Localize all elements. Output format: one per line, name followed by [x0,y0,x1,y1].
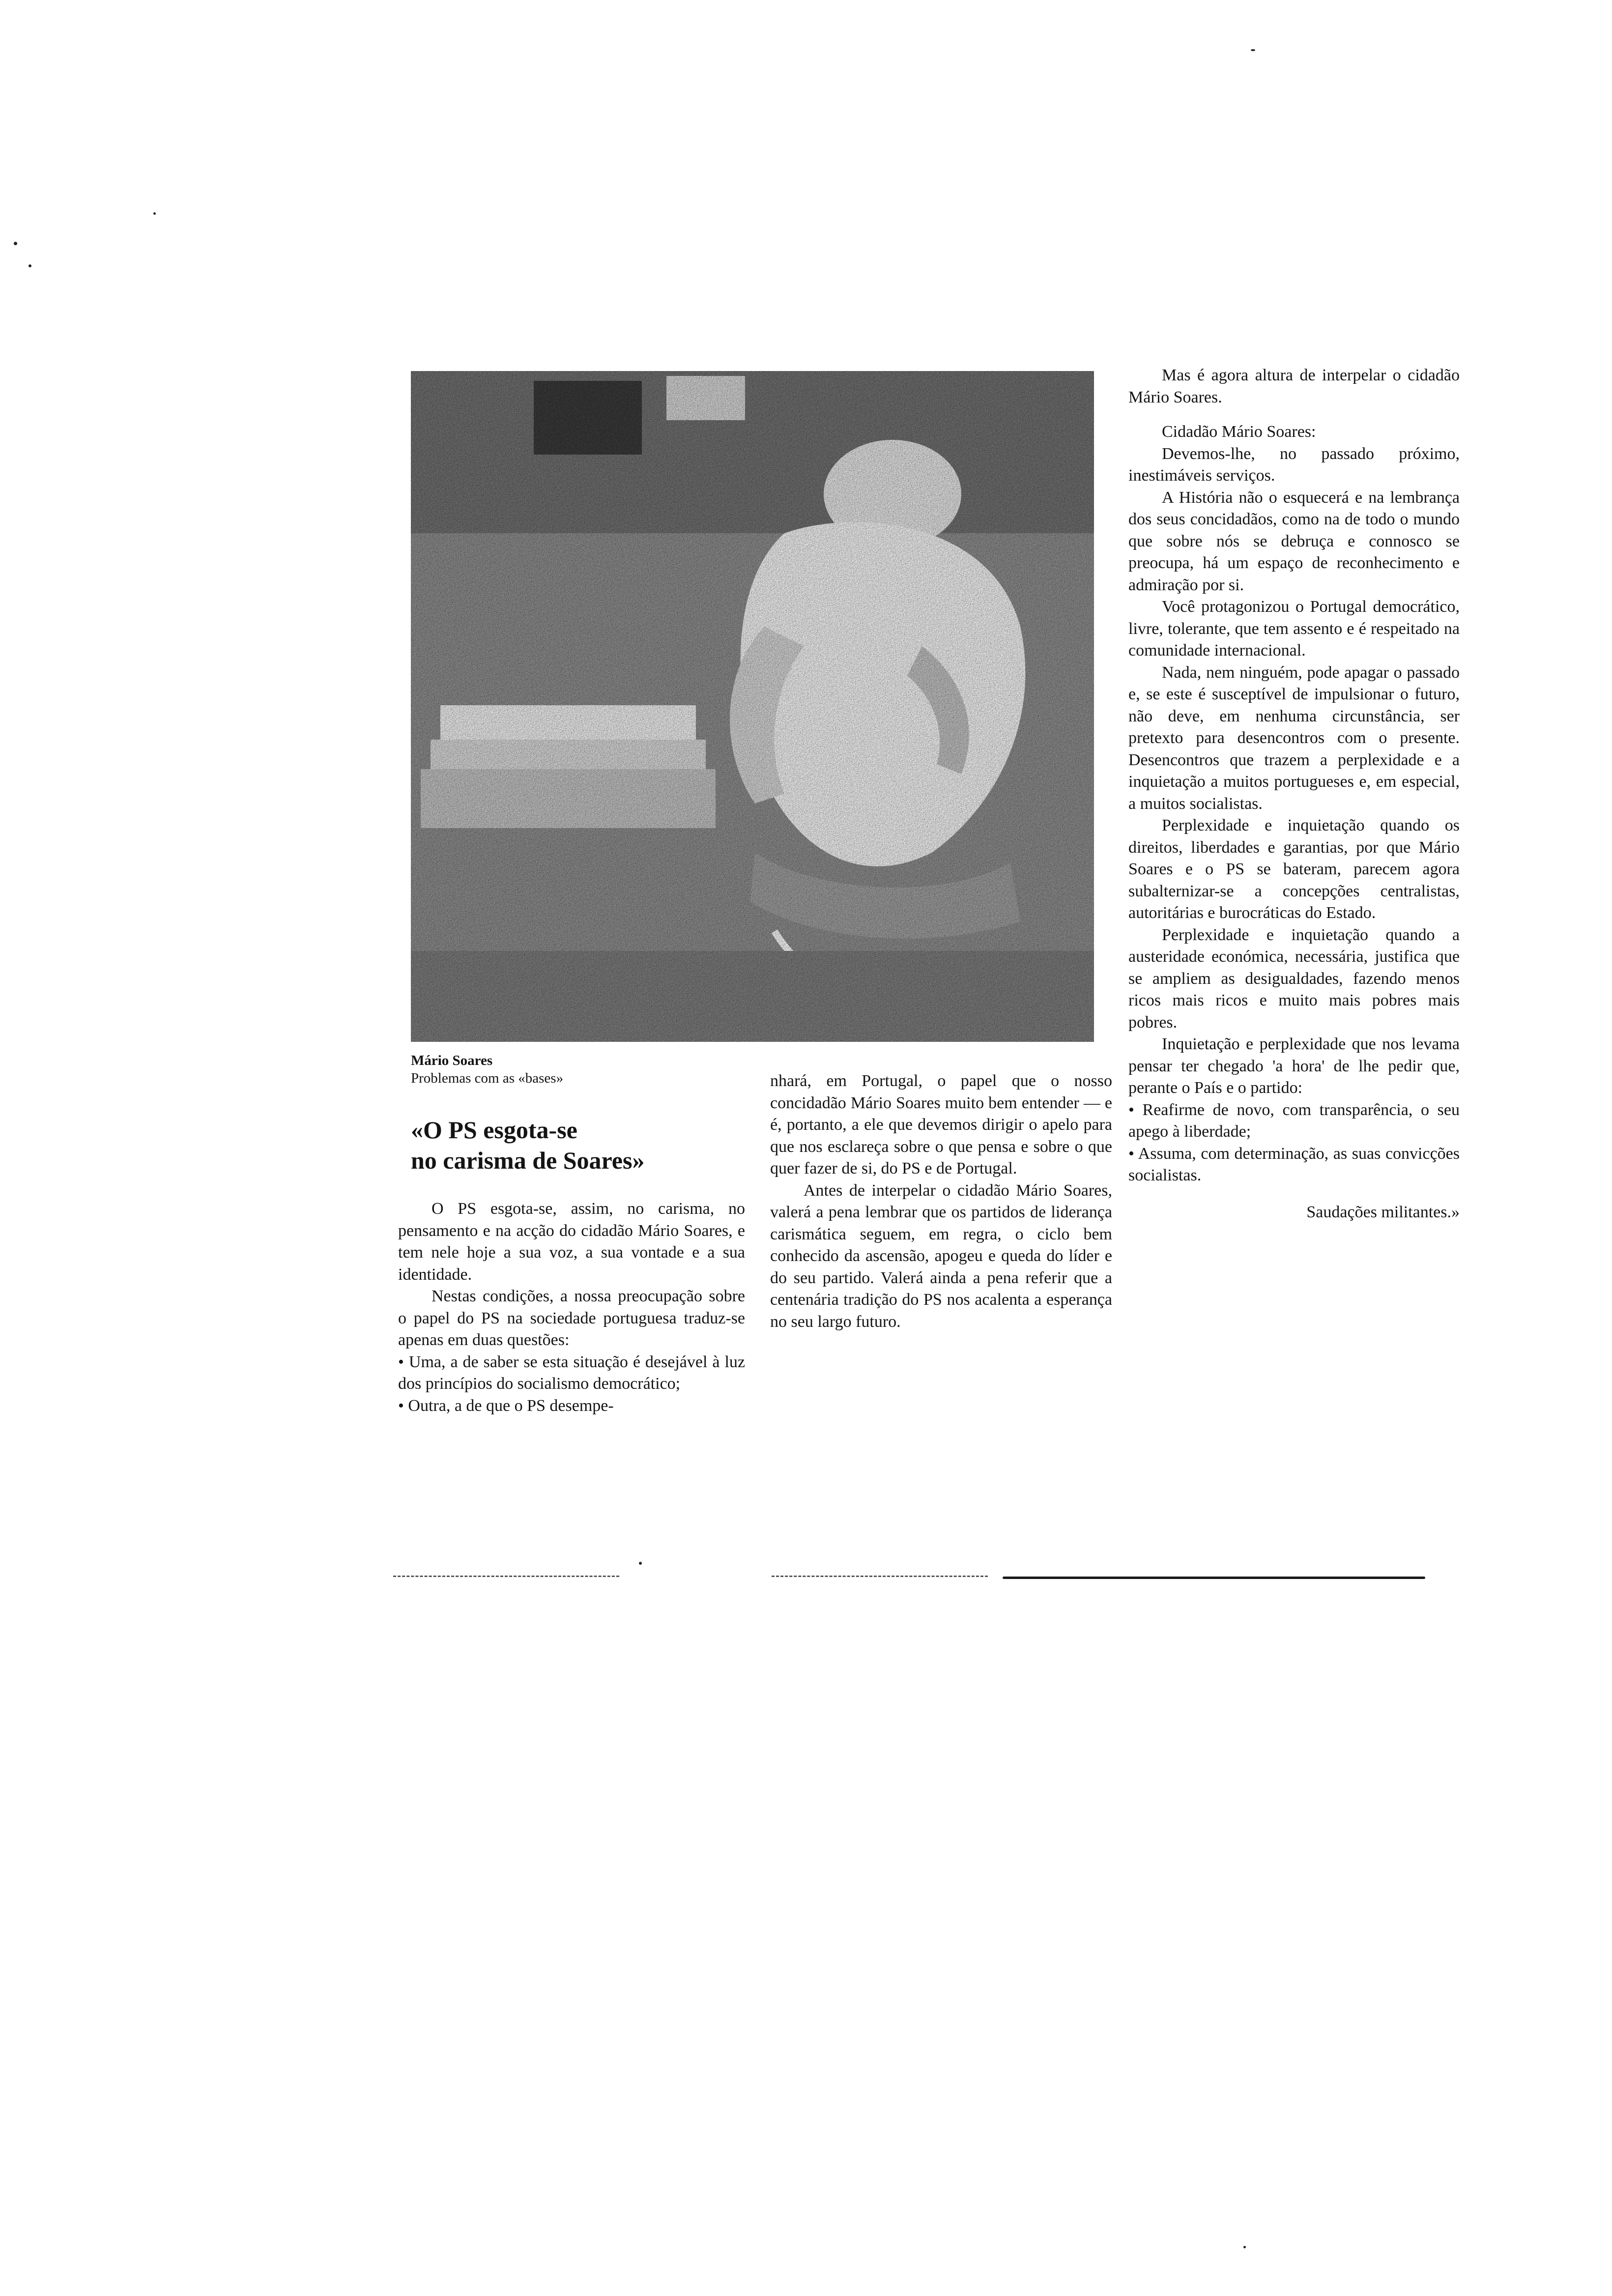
paragraph-bullet: • Reafirme de novo, com transparência, o seu apego à liberdade; [1128,1100,1460,1141]
scan-speck [1251,49,1255,51]
paragraph-bullet: • Outra, a de que o PS desempe- [398,1396,614,1415]
paragraph-bullet: • Uma, a de saber se esta situação é desejável à luz dos princípios do socialismo democrático; [398,1352,745,1393]
text-column-middle [770,1070,1112,1333]
scan-speck [14,242,17,245]
paragraph-para: Nestas condições, a nossa preocupação sobre o papel do PS na sociedade portuguesa traduz-se apenas em duas questões: [398,1287,745,1349]
article-subheadline [411,1115,745,1176]
paragraph-bullet: • Assuma, com determinação, as suas convicções socialistas. [1128,1144,1460,1184]
paragraph-para: O PS esgota-se, assim, no carisma, no pensamento e na acção do cidadão Mário Soares, e tem nele hoje a sua voz, a sua vontade e a sua identidade. [398,1200,745,1284]
bottom-solid-rule [1003,1577,1425,1579]
paragraph-para: Antes de interpelar o cidadão Mário Soares, valerá a pena lembrar que os partidos de liderança carismática seguem, em regra, o ciclo bem conhecido da ascensão, apogeu e queda do líder e do seu partido. Valerá ainda a pena referir que a centenária tradição do PS nos acalenta a esperança no seu largo futuro. [770,1181,1112,1331]
paragraph-para: Inquietação e perplexidade que nos levama pensar ter chegado 'a hora' de lhe pedir que, perante o País e o partido: [1128,1035,1460,1097]
paragraph-salut: Cidadão Mário Soares: [1162,423,1316,441]
scan-speck [153,212,156,215]
caption-name: Mário Soares [411,1053,493,1068]
paragraph-cont: nhará, em Portugal, o papel que o nosso concidadão Mário Soares muito bem entender — e é, portanto, a ele que devemos dirigir o apelo para que nos esclareça sobre o que pensa e sobre o que quer fazer de si, do PS e de Portugal. [770,1072,1112,1177]
newspaper-clipping [364,344,1494,1573]
bottom-dashed-rule [393,1576,619,1577]
scan-speck [29,264,31,267]
text-column-left [398,1198,745,1417]
scan-speck [1243,2246,1246,2248]
photo-mario-soares [411,371,1094,1042]
text-column-right [1128,365,1460,1223]
bottom-dashed-rule [772,1576,988,1577]
paragraph-para: A História não o esquecerá e na lembrança dos seus concidadãos, como na de todo o mundo que sobre nós se debruça e connosco se preocupa, há um espaço de reconhecimento e admiração por si. [1128,488,1460,594]
headline-line-1: «O PS esgota-se [411,1116,577,1144]
headline-line-2: no carisma de Soares» [411,1147,645,1174]
paragraph-para: Mas é agora altura de interpelar o cidadão Mário Soares. [1128,366,1460,406]
paragraph-para: Você protagonizou o Portugal democrático, livre, tolerante, que tem assento e é respeitado na comunidade internacional. [1128,598,1460,660]
paragraph-para: Perplexidade e inquietação quando a austeridade económica, necessária, justifica que se ampliem as desigualdades, fazendo menos ricos mais ricos e muito mais pobres mais pobres. [1128,925,1460,1032]
paragraph-para: Perplexidade e inquietação quando os direitos, liberdades e garantias, por que Mário Soares e o PS se bateram, parecem agora subalternizar-se a concepções centralistas, autoritárias e burocráticas do Estado. [1128,816,1460,922]
paragraph-para: Nada, nem ninguém, pode apagar o passado e, se este é susceptível de impulsionar o futuro, não deve, em nenhuma circunstância, ser pretexto para desencontros com o presente. Desencontros que trazem a perplexidade e a inquietação a muitos portugueses e, em especial, a muitos socialistas. [1128,663,1460,813]
paragraph-para: Devemos-lhe, no passado próximo, inestimáveis serviços. [1128,444,1460,485]
paragraph-signoff: Saudações militantes.» [1306,1203,1460,1221]
caption-subtitle: Problemas com as «bases» [411,1070,564,1086]
